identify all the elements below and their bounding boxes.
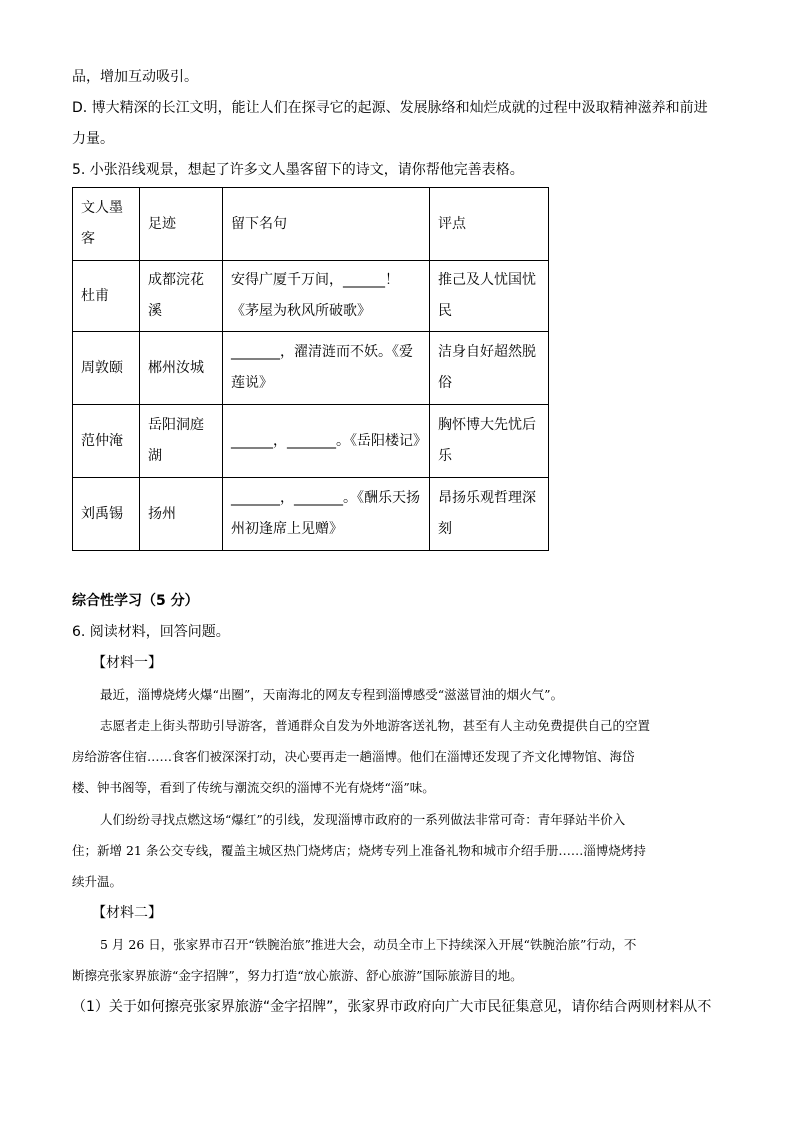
table-cell: 杜甫 [73, 261, 140, 332]
material-1-paragraph: 续升温。 [72, 874, 123, 889]
material-1-paragraph: 最近，淄博烧烤火爆“出圈”，天南海北的网友专程到淄博感受“滋滋冒油的烟火气”。 [100, 687, 564, 702]
table-cell: 胸怀博大先忧后乐 [430, 405, 549, 478]
header-cell: 足迹 [140, 188, 223, 261]
section-title: 综合性学习（5 分） [72, 593, 199, 609]
table-cell: 成都浣花溪 [140, 261, 223, 332]
poem-table [72, 187, 549, 551]
material-1-paragraph: 楼、钟书阁等，看到了传统与潮流交织的淄博不光有烧烤“淄”味。 [72, 780, 435, 795]
text-line: 力量。 [72, 131, 114, 147]
header-cell: 文人墨客 [73, 188, 140, 261]
material-1-paragraph: 住；新增 21 条公交专线，覆盖主城区热门烧烤店；烧烤专列上准备礼物和城市介绍手册……淄博烧烤持 [72, 843, 646, 858]
header-cell: 评点 [430, 188, 549, 261]
material-1-paragraph: 人们纷纷寻找点燃这场“爆红”的引线，发现淄博市政府的一系列做法非常可奇：青年驿站半价入 [100, 812, 626, 827]
table-cell: 岳阳洞庭湖 [140, 405, 223, 478]
table-row [73, 405, 549, 478]
material-2-title: 【材料二】 [92, 905, 162, 921]
table-cell: 推己及人忧国忧民 [430, 261, 549, 332]
material-1-paragraph: 房给游客住宿……食客们被深深打动，决心要再走一趟淄博。他们在淄博还发现了齐文化博物馆、海岱 [72, 749, 635, 764]
material-2-paragraph: 5 月 26 日，张家界市召开“铁腕治旅”推进大会，动员全市上下持续深入开展“铁腕治旅”行动，不 [100, 937, 637, 952]
material-1-title: 【材料一】 [92, 655, 162, 671]
material-1-paragraph: 志愿者走上街头帮助引导游客，普通群众自发为外地游客送礼物，甚至有人主动免费提供自己的空置 [100, 718, 651, 733]
option-d-line: D. 博大精深的长江文明，能让人们在探寻它的起源、发展脉络和灿烂成就的过程中汲取精神滋养和前进 [72, 100, 708, 116]
question-6-1: （1）关于如何擦亮张家界旅游“金字招牌”，张家界市政府向广大市民征集意见，请你结合两则材料从不 [72, 999, 712, 1015]
table-cell: 周敦颐 [73, 332, 140, 405]
table-cell: 昂扬乐观哲理深刻 [430, 478, 549, 551]
table-cell: 洁身自好超然脱俗 [430, 332, 549, 405]
table-cell: 安得广厦千万间，______！《茅屋为秋风所破歌》 [223, 261, 430, 332]
table-row [73, 332, 549, 405]
table-cell: _______，濯清涟而不妖。《爱莲说》 [223, 332, 430, 405]
table-cell: ______，_______。《岳阳楼记》 [223, 405, 430, 478]
table-row [73, 261, 549, 332]
header-cell: 留下名句 [223, 188, 430, 261]
table-header-row [73, 188, 549, 261]
table-row [73, 478, 549, 551]
table-cell: 扬州 [140, 478, 223, 551]
table-cell: 范仲淹 [73, 405, 140, 478]
question-6: 6. 阅读材料，回答问题。 [72, 624, 230, 640]
text-line: 品，增加互动吸引。 [72, 69, 198, 85]
question-5: 5. 小张沿线观景，想起了许多文人墨客留下的诗文，请你帮他完善表格。 [72, 162, 524, 178]
table-cell: 刘禹锡 [73, 478, 140, 551]
material-2-paragraph: 断擦亮张家界旅游“金字招牌”，努力打造“放心旅游、舒心旅游”国际旅游目的地。 [72, 968, 523, 983]
table-cell: _______，_______。《酬乐天扬州初逢席上见赠》 [223, 478, 430, 551]
table-cell: 郴州汝城 [140, 332, 223, 405]
